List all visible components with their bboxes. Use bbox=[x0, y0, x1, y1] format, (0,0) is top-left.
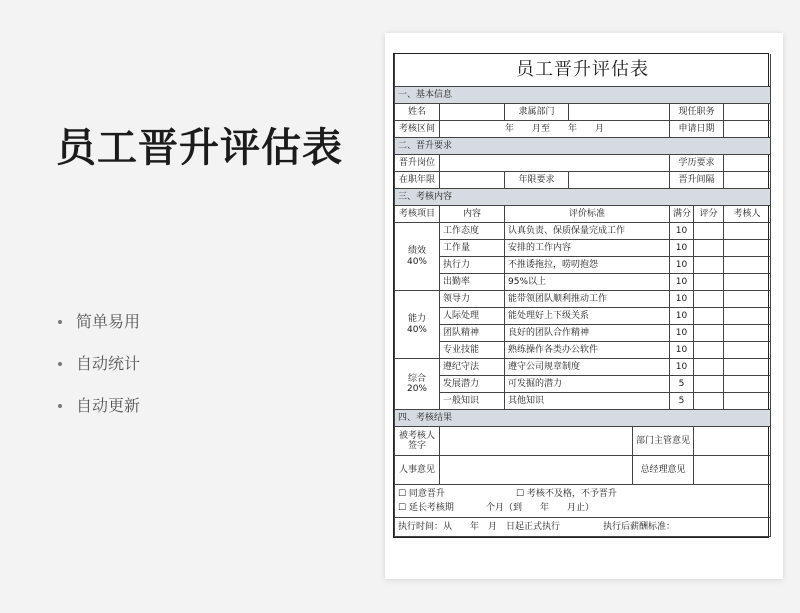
evaluation-row bbox=[395, 359, 771, 376]
evaluation-form bbox=[393, 53, 769, 538]
signer-field[interactable] bbox=[440, 427, 633, 456]
category-weight: 40% bbox=[406, 324, 427, 335]
bullet-dot-icon bbox=[58, 404, 62, 408]
evaluation-table bbox=[394, 54, 771, 537]
evaluation-row bbox=[395, 393, 771, 410]
feature-item bbox=[56, 392, 140, 434]
item-cell: 领导力 bbox=[440, 291, 505, 308]
category-cell bbox=[395, 291, 440, 359]
evaluation-row bbox=[395, 274, 771, 291]
signer-label: 被考核人签字 bbox=[395, 427, 440, 456]
gm-label: 总经理意见 bbox=[633, 456, 694, 485]
evaluation-row bbox=[395, 376, 771, 393]
period-field[interactable]: 年 月至 年 月 bbox=[440, 121, 670, 138]
apply-date-field[interactable] bbox=[724, 121, 771, 138]
item-cell: 人际处理 bbox=[440, 308, 505, 325]
hero-title: 员工晋升评估表 bbox=[56, 125, 343, 171]
score-input[interactable] bbox=[694, 240, 724, 257]
full-score-cell: 10 bbox=[670, 342, 694, 359]
assessor-input[interactable] bbox=[724, 325, 771, 342]
section-requirements: 二、晋升要求 bbox=[395, 138, 771, 155]
category-weight: 20% bbox=[406, 384, 427, 394]
assessor-input[interactable] bbox=[724, 393, 771, 410]
evaluation-row bbox=[395, 342, 771, 359]
item-cell: 出勤率 bbox=[440, 274, 505, 291]
header-category: 考核项目 bbox=[395, 206, 440, 223]
position-label: 现任职务 bbox=[670, 104, 724, 121]
evaluation-row bbox=[395, 291, 771, 308]
feature-item bbox=[56, 350, 140, 392]
category-cell bbox=[395, 359, 440, 410]
full-score-cell: 10 bbox=[670, 291, 694, 308]
evaluation-row bbox=[395, 325, 771, 342]
exec-time: 执行时间：从 年 月 日起正式执行 bbox=[398, 521, 561, 532]
category-name: 绩效 bbox=[407, 246, 426, 257]
full-score-cell: 10 bbox=[670, 308, 694, 325]
assessor-input[interactable] bbox=[724, 342, 771, 359]
gm-field[interactable] bbox=[694, 456, 771, 485]
tenure-field[interactable] bbox=[440, 172, 505, 189]
full-score-cell: 10 bbox=[670, 257, 694, 274]
evaluation-row bbox=[395, 257, 771, 274]
assessor-input[interactable] bbox=[724, 291, 771, 308]
score-input[interactable] bbox=[694, 376, 724, 393]
score-input[interactable] bbox=[694, 257, 724, 274]
standard-cell: 遵守公司规章制度 bbox=[505, 359, 670, 376]
score-input[interactable] bbox=[694, 393, 724, 410]
score-input[interactable] bbox=[694, 291, 724, 308]
item-cell: 工作态度 bbox=[440, 223, 505, 240]
standard-cell: 95%以上 bbox=[505, 274, 670, 291]
score-input[interactable] bbox=[694, 342, 724, 359]
name-field[interactable] bbox=[440, 104, 505, 121]
dept-head-field[interactable] bbox=[694, 427, 771, 456]
header-standard: 评价标准 bbox=[505, 206, 670, 223]
header-content: 内容 bbox=[440, 206, 505, 223]
evaluation-row bbox=[395, 240, 771, 257]
tenure-label: 在职年限 bbox=[395, 172, 440, 189]
full-score-cell: 10 bbox=[670, 325, 694, 342]
extend-checkbox[interactable]: ☐ 延长考核期 bbox=[398, 503, 454, 513]
edu-field[interactable] bbox=[724, 155, 771, 172]
agree-checkbox[interactable]: ☐ 同意晋升 bbox=[398, 489, 445, 499]
full-score-cell: 10 bbox=[670, 240, 694, 257]
form-sheet-preview bbox=[385, 33, 783, 579]
standard-cell: 能处理好上下级关系 bbox=[505, 308, 670, 325]
fail-checkbox[interactable]: ☐ 考核不及格，不予晋升 bbox=[516, 489, 617, 499]
evaluation-row bbox=[395, 223, 771, 240]
standard-cell: 其他知识 bbox=[505, 393, 670, 410]
header-score: 评分 bbox=[694, 206, 724, 223]
feature-list bbox=[56, 308, 140, 434]
assessor-input[interactable] bbox=[724, 359, 771, 376]
score-input[interactable] bbox=[694, 274, 724, 291]
evaluation-rows bbox=[395, 223, 771, 410]
assessor-input[interactable] bbox=[724, 308, 771, 325]
extend-text: 个月（到 年 月止） bbox=[486, 503, 595, 513]
dept-field[interactable] bbox=[569, 104, 670, 121]
category-name: 综合 bbox=[407, 373, 426, 384]
item-cell: 执行力 bbox=[440, 257, 505, 274]
name-label: 姓名 bbox=[395, 104, 440, 121]
hr-label: 人事意见 bbox=[395, 456, 440, 485]
interval-field[interactable] bbox=[724, 172, 771, 189]
full-score-cell: 10 bbox=[670, 274, 694, 291]
item-cell: 专业技能 bbox=[440, 342, 505, 359]
assessor-input[interactable] bbox=[724, 223, 771, 240]
section-content: 三、考核内容 bbox=[395, 189, 771, 206]
interval-label: 晋升间隔 bbox=[670, 172, 724, 189]
item-cell: 遵纪守法 bbox=[440, 359, 505, 376]
header-assessor: 考核人 bbox=[724, 206, 771, 223]
section-basic-info: 一、基本信息 bbox=[395, 87, 771, 104]
item-cell: 发展潜力 bbox=[440, 376, 505, 393]
post-label: 晋升岗位 bbox=[395, 155, 440, 172]
full-score-cell: 10 bbox=[670, 223, 694, 240]
full-score-cell: 5 bbox=[670, 376, 694, 393]
feature-label: 自动统计 bbox=[76, 354, 141, 373]
item-cell: 团队精神 bbox=[440, 325, 505, 342]
standard-cell: 良好的团队合作精神 bbox=[505, 325, 670, 342]
header-full-score: 满分 bbox=[670, 206, 694, 223]
standard-cell: 不推诿拖拉，唠叨抱怨 bbox=[505, 257, 670, 274]
post-field[interactable] bbox=[440, 155, 670, 172]
category-cell bbox=[395, 223, 440, 291]
score-input[interactable] bbox=[694, 223, 724, 240]
feature-label: 简单易用 bbox=[76, 312, 141, 331]
position-field[interactable] bbox=[724, 104, 771, 121]
decision-options bbox=[395, 485, 771, 518]
standard-cell: 认真负责、保质保量完成工作 bbox=[505, 223, 670, 240]
assessor-input[interactable] bbox=[724, 274, 771, 291]
period-label: 考核区间 bbox=[395, 121, 440, 138]
dept-label: 隶属部门 bbox=[505, 104, 569, 121]
score-input[interactable] bbox=[694, 359, 724, 376]
full-score-cell: 10 bbox=[670, 359, 694, 376]
item-cell: 工作量 bbox=[440, 240, 505, 257]
standard-cell: 能带领团队顺利推动工作 bbox=[505, 291, 670, 308]
edu-label: 学历要求 bbox=[670, 155, 724, 172]
years-field[interactable] bbox=[569, 172, 670, 189]
hr-field[interactable] bbox=[440, 456, 633, 485]
standard-cell: 熟练操作各类办公软件 bbox=[505, 342, 670, 359]
apply-date-label: 申请日期 bbox=[670, 121, 724, 138]
assessor-input[interactable] bbox=[724, 257, 771, 274]
form-title: 员工晋升评估表 bbox=[395, 54, 771, 87]
full-score-cell: 5 bbox=[670, 393, 694, 410]
category-weight: 40% bbox=[406, 256, 427, 267]
dept-head-label: 部门主管意见 bbox=[633, 427, 694, 456]
feature-label: 自动更新 bbox=[76, 396, 141, 415]
standard-cell: 安排的工作内容 bbox=[505, 240, 670, 257]
assessor-input[interactable] bbox=[724, 376, 771, 393]
section-results: 四、考核结果 bbox=[395, 410, 771, 427]
bullet-dot-icon bbox=[58, 362, 62, 366]
evaluation-row bbox=[395, 308, 771, 325]
years-label: 年限要求 bbox=[505, 172, 569, 189]
standard-cell: 可发掘的潜力 bbox=[505, 376, 670, 393]
exec-salary: 执行后薪酬标准： bbox=[603, 521, 676, 532]
feature-item bbox=[56, 308, 140, 350]
assessor-input[interactable] bbox=[724, 240, 771, 257]
bullet-dot-icon bbox=[58, 320, 62, 324]
item-cell: 一般知识 bbox=[440, 393, 505, 410]
score-input[interactable] bbox=[694, 308, 724, 325]
category-name: 能力 bbox=[407, 314, 426, 325]
score-input[interactable] bbox=[694, 325, 724, 342]
execution-row bbox=[395, 518, 771, 537]
